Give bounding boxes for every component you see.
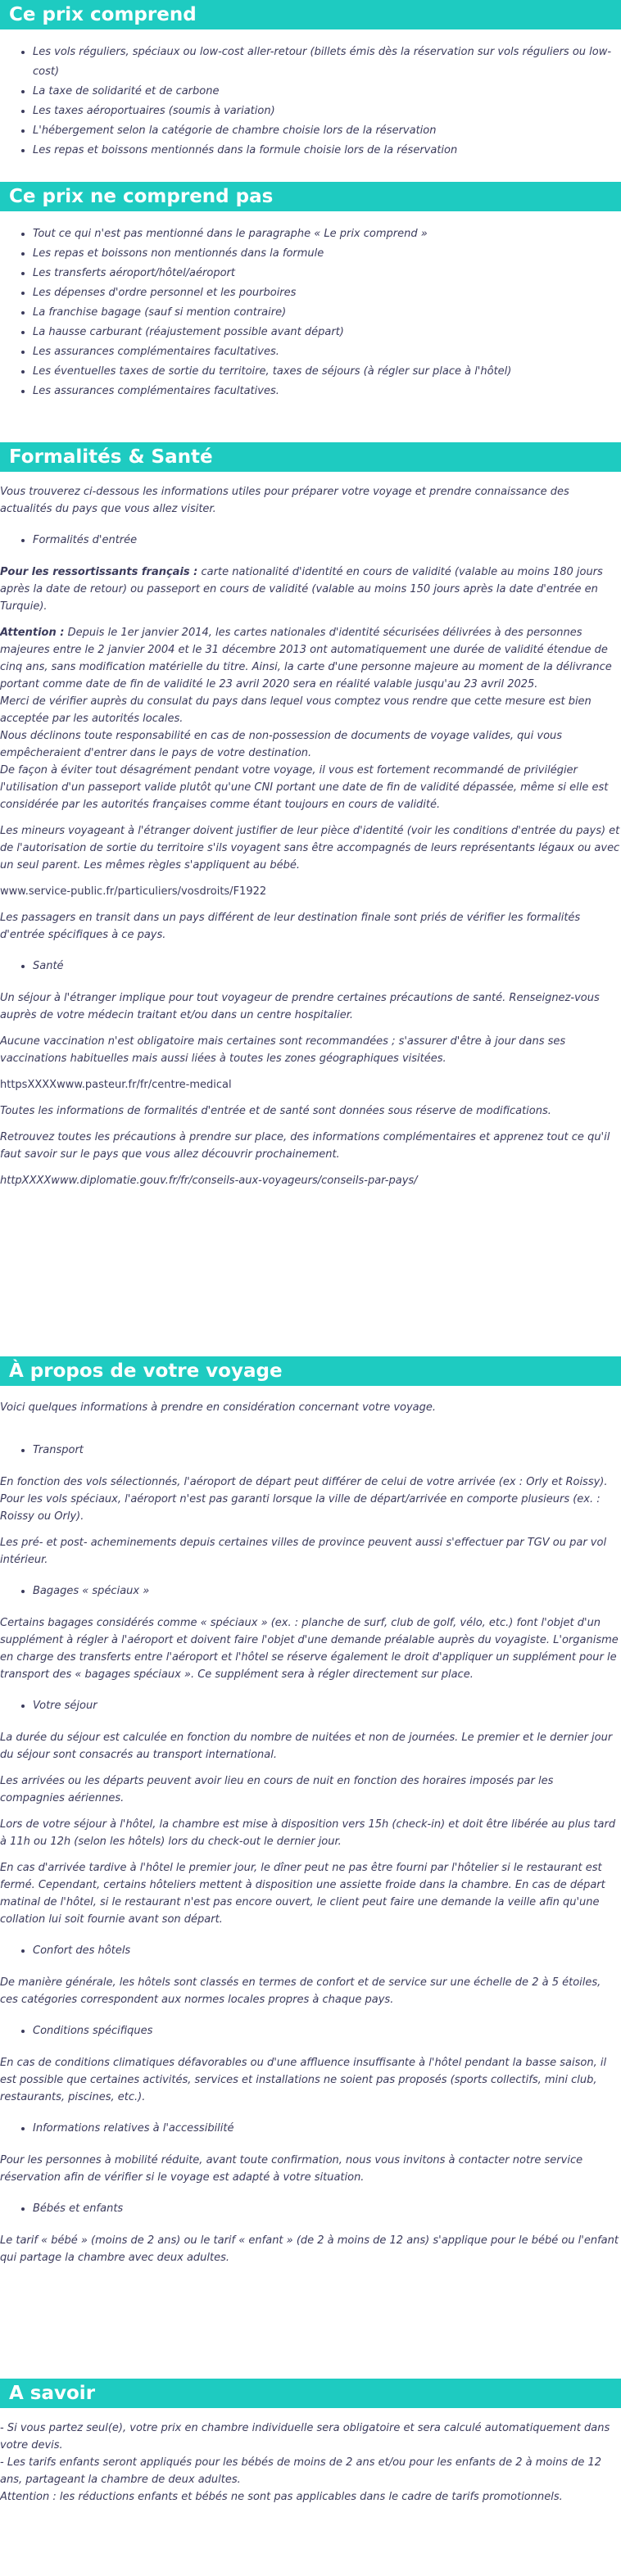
attention-paragraph: Attention : Depuis le 1er janvier 2014, les cartes nationales d'identité sécurisées délivrées à des personnes majeures entre le 2 janvier 2004 et le 31 décembre 2013 ont automatiquement une durée de validité étendue de cinq ans, sans modification matérielle du titre. Ainsi, la carte d'une personne majeure au moment de la délivrance portant comme date de fin de validité le 23 avril 2020 sera en réalité valable jusqu'au 23 avril 2025. <box>0 627 612 690</box>
list-item: • Les dépenses d'ordre personnel et les pourboires <box>33 283 621 303</box>
transport-paragraph-2: Les pré- et post- acheminements depuis certaines villes de province peuvent aussi s'effectuer par TGV ou par vol intérieur. <box>0 1537 607 1566</box>
subheading-bebes-enfants: • Bébés et enfants <box>33 2199 621 2219</box>
asavoir-line-2: - Les tarifs enfants seront appliqués pour les bébés de moins de 2 ans et/ou pour les enfants de 2 à moins de 12 ans, partageant la chambre de deux adultes. <box>0 2456 602 2486</box>
section-a-savoir <box>0 2379 621 2506</box>
service-public-link[interactable]: www.service-public.fr/particuliers/vosdroits/F1922 <box>0 885 267 898</box>
section-title: Formalités & Santé <box>0 442 621 472</box>
sejour-paragraph-1: La durée du séjour est calculée en fonction du nombre de nuitées et non de journées. Le premier et le dernier jour du séjour sont consacrés au transport international. <box>0 1732 613 1761</box>
list-item: • L'hébergement selon la catégorie de chambre choisie lors de la réservation <box>33 121 621 141</box>
list-item: • La hausse carburant (réajustement possible avant départ) <box>33 323 621 342</box>
subheading-formalites-entree: • Formalités d'entrée <box>33 531 621 550</box>
section-title: Ce prix ne comprend pas <box>0 182 621 211</box>
list-item: • Les repas et boissons non mentionnés dans la formule <box>33 244 621 264</box>
section-formalites-sante <box>0 442 621 1198</box>
section-title: A savoir <box>0 2379 621 2408</box>
list-item: • Les repas et boissons mentionnés dans la formule choisie lors de la réservation <box>33 141 621 161</box>
list-item: • Tout ce qui n'est pas mentionné dans le paragraphe « Le prix comprend » <box>33 224 621 244</box>
list-prix-ne-comprend <box>0 224 621 401</box>
sejour-paragraph-4: En cas d'arrivée tardive à l'hôtel le premier jour, le dîner peut ne pas être fourni par l'hôtelier si le restaurant est fermé. Cependant, certains hôteliers mettent à disposition une assiette froide dans la chambre. En cas de départ matinal de l'hôtel, si le restaurant n'est pas encore ouvert, le client peut faire une demande la veille afin qu'une collation lui soit fournie avant son départ. <box>0 1862 605 1926</box>
list-item: • Les éventuelles taxes de sortie du territoire, taxes de séjours (à régler sur place à l'hôtel) <box>33 362 621 382</box>
ressortissants-paragraph: Pour les ressortissants français : carte nationalité d'identité en cours de validité (valable au moins 180 jours après la date de retour) ou passeport en cours de validité (valable au moins 150 jours après la date d'entrée en Turquie). <box>0 566 603 613</box>
attention-label: Attention : <box>0 627 65 639</box>
transport-paragraph-1: En fonction des vols sélectionnés, l'aéroport de départ peut différer de celui de votre arrivée (ex : Orly et Roissy). Pour les vols spéciaux, l'aéroport n'est pas garanti lorsque la ville de départ/arrivée en comporte plusieurs (ex. : Roissy ou Orly). <box>0 1476 608 1523</box>
section-prix-comprend <box>0 0 621 161</box>
list-item: • Les assurances complémentaires facultatives. <box>33 342 621 362</box>
subheading-sejour: • Votre séjour <box>33 1696 621 1716</box>
list-item: • Les assurances complémentaires facultatives. <box>33 382 621 401</box>
section-a-propos <box>0 1356 621 2275</box>
subheading-confort: • Confort des hôtels <box>33 1941 621 1961</box>
apropos-intro: Voici quelques informations à prendre en considération concernant votre voyage. <box>0 1401 437 1414</box>
pasteur-link[interactable]: httpsXXXXwww.pasteur.fr/fr/centre-medical <box>0 1079 232 1091</box>
section-title: À propos de votre voyage <box>0 1356 621 1386</box>
sante-paragraph: Un séjour à l'étranger implique pour tout voyageur de prendre certaines précautions de santé. Renseignez-vous auprès de votre médecin traitant et/ou dans un centre hospitalier. <box>0 992 600 1021</box>
section-prix-ne-comprend <box>0 182 621 401</box>
list-item: • La franchise bagage (sauf si mention contraire) <box>33 303 621 323</box>
list-item: • Les vols réguliers, spéciaux ou low-cost aller-retour (billets émis dès la réservation sur vols réguliers ou low-cost) <box>33 43 621 82</box>
sejour-paragraph-2: Les arrivées ou les départs peuvent avoir lieu en cours de nuit en fonction des horaires imposés par les compagnies aériennes. <box>0 1775 554 1804</box>
conditions-paragraph: En cas de conditions climatiques défavorables ou d'une affluence insuffisante à l'hôtel pendant la basse saison, il est possible que certaines activités, services et installations ne soient pas proposés (sports collectifs, mini club, restaurants, piscines, etc.). <box>0 2057 607 2103</box>
asavoir-line-3: Attention : les réductions enfants et bébés ne sont pas applicables dans le cadre de tarifs promotionnels. <box>0 2491 563 2503</box>
subheading-bagages: • Bagages « spéciaux » <box>33 1582 621 1601</box>
section-title: Ce prix comprend <box>0 0 621 29</box>
formalites-intro: Vous trouverez ci-dessous les informations utiles pour préparer votre voyage et prendre connaissance des actualités du pays que vous allez visiter. <box>0 486 569 515</box>
subheading-sante: • Santé <box>33 957 621 976</box>
retrouvez-paragraph: Retrouvez toutes les précautions à prendre sur place, des informations complémentaires et apprenez tout ce qu'il faut savoir sur le pays que vous allez découvrir prochainement. <box>0 1131 610 1161</box>
list-item: • La taxe de solidarité et de carbone <box>33 82 621 102</box>
attention-passeport: De façon à éviter tout désagrément pendant votre voyage, il vous est fortement recommandé de privilégier l'utilisation d'un passeport valide plutôt qu'une CNI portant une date de fin de validité dépassée, même si elle est considérée par les autorités françaises comme étant toujours en cours de validité. <box>0 764 609 811</box>
sejour-paragraph-3: Lors de votre séjour à l'hôtel, la chambre est mise à disposition vers 15h (check-in) et doit être libérée au plus tard à 11h ou 12h (selon les hôtels) lors du check-out le dernier jour. <box>0 1818 616 1848</box>
reserve-paragraph: Toutes les informations de formalités d'entrée et de santé sont données sous réserve de modifications. <box>0 1105 551 1117</box>
confort-paragraph: De manière générale, les hôtels sont classés en termes de confort et de service sur une échelle de 2 à 5 étoiles, ces catégories correspondent aux normes locales propres à chaque pays. <box>0 1976 601 2006</box>
subheading-transport: • Transport <box>33 1441 621 1460</box>
list-item: • Les transferts aéroport/hôtel/aéroport <box>33 264 621 283</box>
asavoir-line-1: - Si vous partez seul(e), votre prix en chambre individuelle sera obligatoire et sera calculé automatiquement dans votre devis. <box>0 2422 610 2452</box>
vaccination-paragraph: Aucune vaccination n'est obligatoire mais certaines sont recommandées ; s'assurer d'être à jour dans ses vaccinations habituelles mais aussi liées à toutes les zones géographiques visitées. <box>0 1035 566 1065</box>
bagages-paragraph: Certains bagages considérés comme « spéciaux » (ex. : planche de surf, club de golf, vélo, etc.) font l'objet d'un supplément à régler à l'aéroport et doivent faire l'objet d'une demande préalable auprès du voyagiste. L'organisme en charge des transferts entre l'aéroport et l'hôtel se réserve également le droit d'appliquer un supplément pour le transport des « bagages spéciaux ». Ce supplément sera à régler directement sur place. <box>0 1617 619 1681</box>
attention-consulat: Merci de vérifier auprès du consulat du pays dans lequel vous comptez vous rendre que cette mesure est bien acceptée par les autorités locales. <box>0 695 592 725</box>
accessibilite-paragraph: Pour les personnes à mobilité réduite, avant toute confirmation, nous vous invitons à contacter notre service réservation afin de vérifier si le voyage est adapté à votre situation. <box>0 2154 583 2184</box>
subheading-conditions: • Conditions spécifiques <box>33 2021 621 2041</box>
list-item: • Les taxes aéroportuaires (soumis à variation) <box>33 102 621 121</box>
ressortissants-label: Pour les ressortissants français : <box>0 566 198 578</box>
diplomatie-link[interactable]: httpXXXXwww.diplomatie.gouv.fr/fr/conseils-aux-voyageurs/conseils-par-pays/ <box>0 1175 418 1187</box>
attention-responsabilite: Nous déclinons toute responsabilité en cas de non-possession de documents de voyage valides, qui vous empêcheraient d'entrer dans le pays de votre destination. <box>0 730 563 759</box>
subheading-accessibilite: • Informations relatives à l'accessibilité <box>33 2119 621 2139</box>
list-prix-comprend <box>0 43 621 161</box>
mineurs-paragraph: Les mineurs voyageant à l'étranger doivent justifier de leur pièce d'identité (voir les conditions d'entrée du pays) et de l'autorisation de sortie du territoire s'ils voyagent sans être accompagnés de leurs représentants légaux ou avec un seul parent. Les mêmes règles s'appliquent au bébé. <box>0 825 620 871</box>
transit-paragraph: Les passagers en transit dans un pays différent de leur destination finale sont priés de vérifier les formalités d'entrée spécifiques à ce pays. <box>0 912 581 941</box>
bebes-paragraph: Le tarif « bébé » (moins de 2 ans) ou le tarif « enfant » (de 2 à moins de 12 ans) s'applique pour le bébé ou l'enfant qui partage la chambre avec deux adultes. <box>0 2234 619 2264</box>
